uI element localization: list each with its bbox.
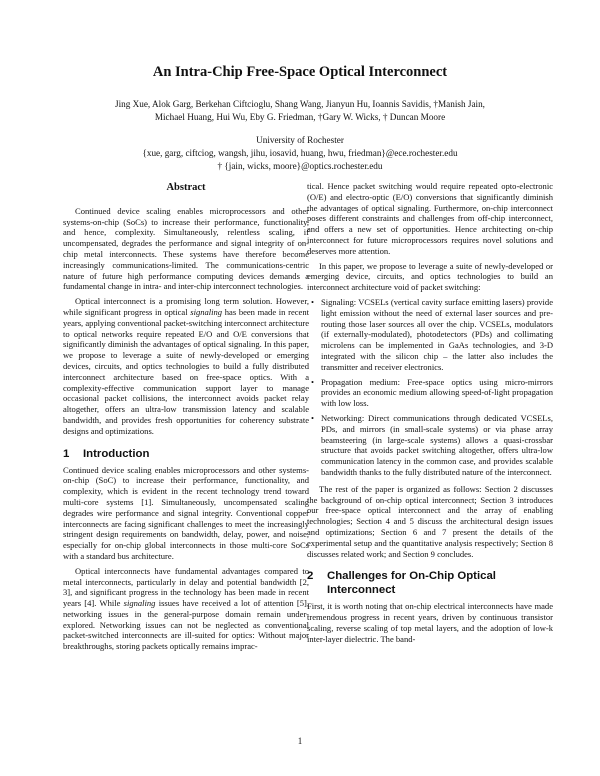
- page-number: 1: [297, 736, 303, 746]
- bullet-list: [307, 297, 553, 478]
- affiliation: [40, 134, 560, 173]
- bullet-icon: •: [311, 376, 314, 387]
- list-item: • Propagation medium: Free-space optics using micro-mirrors provides an economic medium allowing speed-of-light propagation with low loss.: [311, 376, 553, 409]
- email-line: {xue, garg, ciftciog, wangsh, jihu, iosavid, huang, hwu, friedman}@ece.rochester.edu: [142, 148, 458, 158]
- email-line: † {jain, wicks, moore}@optics.rochester.edu: [217, 161, 383, 171]
- bullet-icon: •: [311, 296, 314, 307]
- bullet-icon: •: [311, 412, 314, 423]
- body-paragraph: tical. Hence packet switching would require repeated opto-electronic (O/E) and electro-optic (E/O) conversions that significantly diminish the advantages of optical signaling. Furthermore, on-chip interconnect poses different constraints and challenges from off-chip interconnect, and offers a new set of opportunities. Hence architecting on-chip interconnect for future microprocessors requires novel solutions and deserves more attention.: [307, 181, 553, 256]
- author-line: Michael Huang, Hui Wu, Eby G. Friedman, †Gary W. Wicks, † Duncan Moore: [154, 112, 446, 122]
- university-name: University of Rochester: [256, 135, 344, 145]
- section-heading-challenges: 2 Challenges for On-Chip Optical Interconnect: [307, 570, 496, 597]
- author-line: Jing Xue, Alok Garg, Berkehan Ciftcioglu, Shang Wang, Jianyun Hu, Ioannis Savidis, †Manish Jain,: [115, 99, 485, 109]
- abstract-paragraph: Continued device scaling enables microprocessors and other systems-on-chip (SoCs) to increase their performance, functionality, and hence, complexity. Simultaneously, relentless scaling, if uncompensated, degrades the performance and signal integrity of on-chip metal interconnects. These systems have therefore become increasingly communications-limited. The communications-centric nature of future high performance computing devices demands a fundamental change in intra- and inter-chip interconnect technologies.: [63, 205, 309, 292]
- abstract-heading: Abstract: [166, 182, 206, 193]
- paper-title: An Intra-Chip Free-Space Optical Interconnect: [152, 64, 448, 80]
- list-item: • Networking: Direct communications through dedicated VCSELs, PDs, and mirrors (in small-scale systems) or via phase array beamsteering (in large-scale systems) allows a quasi-crossbar structure that avoids packet switching altogether, offers ultra-low communication latency in the common case, and provides scalable bandwidth thanks to the fully distributed nature of the interconnect.: [311, 412, 553, 477]
- body-paragraph: The rest of the paper is organized as follows: Section 2 discusses the background of on-chip optical interconnect; Section 3 introduces our free-space optical interconnect and the array of enabling technologies; Section 4 and 5 discuss the architectural design issues and optimizations; Section 6 and 7 present the details of the experimental setup and the quantitative analysis respectively; Section 8 discusses related work; and Section 9 concludes.: [307, 483, 553, 559]
- left-column: [63, 183, 309, 652]
- abstract-paragraph: Optical interconnect is a promising long term solution. However, while significant progress in optical signaling has been made in recent years, applying conventional packet-switching interconnect architecture to optical networks require repeated E/O and O/E conversions that significantly diminish the advantages of optical signaling. In this paper, we propose to leverage a suite of newly-developed or emerging devices, circuits, and optics technologies to build a fully distributed interconnect architecture based on free-space optics. With a complexity-effective communication support layer to manage occasional packet collisions, the interconnect avoids packet relay altogether, offers an ultra-low transmission latency and scalable bandwidth, and provides fresh opportunities for coherency substrate designs and optimizations.: [63, 296, 309, 436]
- body-paragraph: Optical interconnects have fundamental advantages compared to metal interconnects, particularly in delay and potential bandwidth [2, 3], and significant progress in the technology has been made in recent years [4]. While signaling issues have received a lot of attention [5], networking issues in the general-purpose domain remain under-explored. Networking issues can not be neglected as conventional packet-switched interconnects are ill-suited for optics: Without major breakthroughs, storing packets optically remains imprac-: [63, 565, 309, 652]
- body-paragraph: In this paper, we propose to leverage a suite of newly-developed or emerging device, circuits, and optics technologies to build an interconnect architecture void of packet switching:: [307, 260, 553, 293]
- right-column: [307, 181, 553, 644]
- body-paragraph: First, it is worth noting that on-chip electrical interconnects have made tremendous progress in recent years, driven by continuous transistor scaling, reverse scaling of top metal layers, and the adoption of low-k inter-layer dielectric. The band-: [307, 601, 553, 644]
- author-list: [40, 98, 560, 124]
- list-item: • Signaling: VCSELs (vertical cavity surface emitting lasers) provide light emission without the need of external laser sources and pre-routing those laser sources all over the chip. VCSELs, modulators (if externally-modulated), photodetectors (PDs) and collimating microlens can be implemented in GaAs technologies, and 3-D integrated with the silicon chip – the latter also includes the transmitter and receiver electronics.: [311, 296, 553, 372]
- body-paragraph: Continued device scaling enables microprocessors and other systems-on-chip (SoC) to increase their performance, functionality, and complexity, which is evident in the recent technology trend toward multi-core systems [1]. Simultaneously, uncompensated scaling degrades wire performance and signal integrity. Conventional copper interconnects are facing significant challenges to meet the increasingly stringent design requirements on bandwidth, delay, power, and noise, especially for on-chip global interconnects in those multi-core SoCs with a standard bus architecture.: [63, 464, 309, 561]
- section-heading-introduction: 1 Introduction: [63, 447, 150, 460]
